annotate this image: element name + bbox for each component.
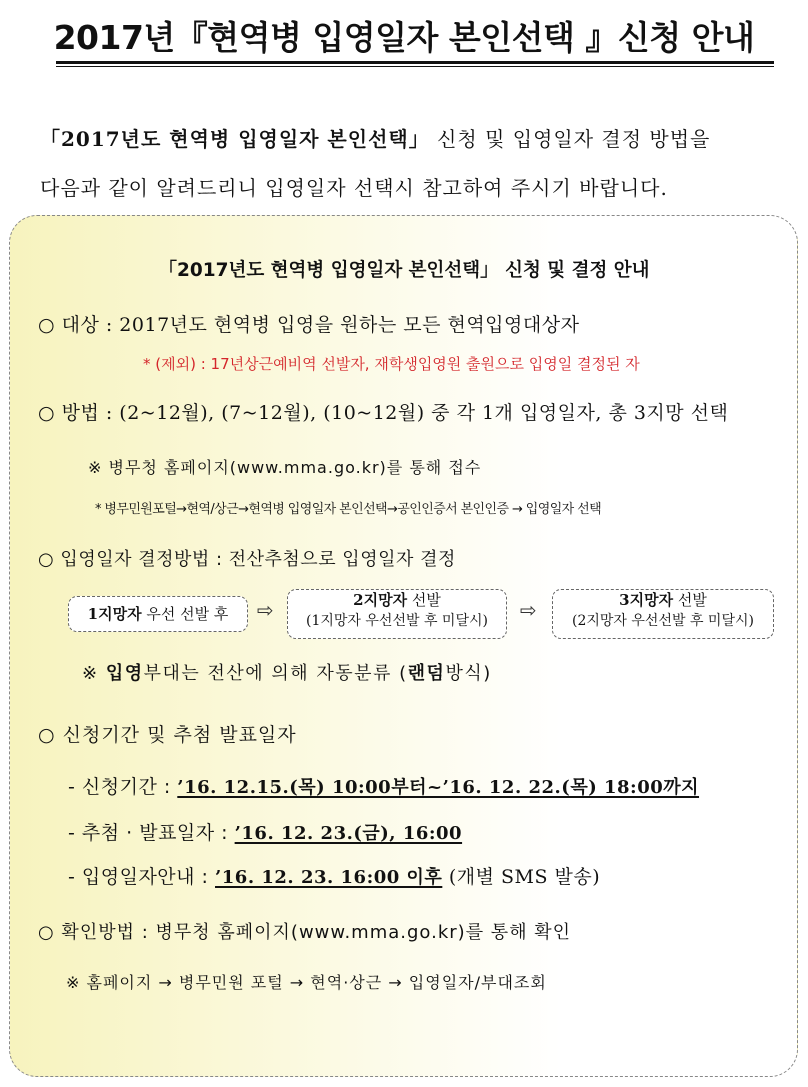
draw-date [68,818,462,845]
exclusion-note: * (제외) : 17년상근예비역 선발자, 재학생입영원 출원으로 입영일 결정된 자 [143,355,640,373]
check-line: ○ 확인방법 : 병무청 홈페이지(www.mma.go.kr)를 통해 확인 [38,922,572,943]
unit-note-bold-1: 입영 [105,663,144,684]
flow-arrow-1-icon: ⇨ [257,598,274,622]
flow-step-2-sub: (1지망자 우선선발 후 미달시) [306,613,488,629]
apply-period-value: ’16. 12.15.(목) 10:00부터~’16. 12. 22.(목) 18:00까지 [177,777,700,798]
notice-date [68,862,600,889]
method-line: ○ 방법 : (2~12월), (7~12월), (10~12월) 중 각 1개 입영일자, 총 3지망 선택 [38,402,729,424]
flow-step-1 [68,596,248,632]
unit-note-prefix: ※ [82,663,106,684]
method-note: ※ 병무청 홈페이지(www.mma.go.kr)를 통해 접수 [88,458,482,477]
flow-step-2-text: 선발 [407,591,441,609]
intro-line-1 [40,123,710,152]
method-path: * 병무민원포털→현역/상근→현역병 입영일자 본인선택→공인인증서 본인인증 → 입영일자 선택 [95,502,602,517]
period-heading: ○ 신청기간 및 추첨 발표일자 [38,724,297,746]
flow-step-2 [287,589,507,639]
flow-step-3 [552,589,774,639]
box-title: 「2017년도 현역병 입영일자 본인선택」 신청 및 결정 안내 [158,260,650,281]
intro-line-1-rest: 신청 및 입영일자 결정 방법을 [429,127,711,151]
unit-note [82,659,492,685]
intro-emphasis: 「2017년도 현역병 입영일자 본인선택」 [40,127,430,151]
page-title: 2017년『현역병 입영일자 본인선택 』신청 안내 [53,18,755,57]
notice-date-rest: (개별 SMS 발송) [442,866,601,888]
notice-box [9,215,798,1077]
notice-date-label: - 입영일자안내 : [68,866,216,888]
flow-arrow-2-icon: ⇨ [520,598,537,622]
title-divider [56,61,774,64]
unit-note-bold-2: 랜덤 [407,663,446,684]
unit-note-end: 방식) [445,663,492,684]
target-line: ○ 대상 : 2017년도 현역병 입영을 원하는 모든 현역입영대상자 [38,314,580,336]
apply-period [68,772,699,799]
flow-step-3-text: 선발 [673,591,707,609]
notice-date-value: ’16. 12. 23. 16:00 이후 [215,867,443,888]
intro-line-2: 다음과 같이 알려드리니 입영일자 선택시 참고하여 주시기 바랍니다. [40,176,668,200]
flow-step-3-bold: 3지망자 [619,591,674,609]
decision-line: ○ 입영일자 결정방법 : 전산추첨으로 입영일자 결정 [38,549,456,570]
title-divider-thin [56,66,774,67]
flow-step-2-bold: 2지망자 [353,591,408,609]
flow-step-3-sub: (2지망자 우선선발 후 미달시) [572,613,754,629]
unit-note-mid: 부대는 전산에 의해 자동분류 ( [143,663,408,684]
draw-date-label: - 추첨 · 발표일자 : [68,822,235,844]
apply-period-label: - 신청기간 : [68,776,178,798]
draw-date-value: ’16. 12. 23.(금), 16:00 [234,823,463,844]
flow-step-1-text: 우선 선발 후 [141,605,229,623]
flow-step-1-bold: 1지망자 [87,605,142,623]
check-path: ※ 홈페이지 → 병무민원 포털 → 현역·상근 → 입영일자/부대조회 [66,973,547,992]
